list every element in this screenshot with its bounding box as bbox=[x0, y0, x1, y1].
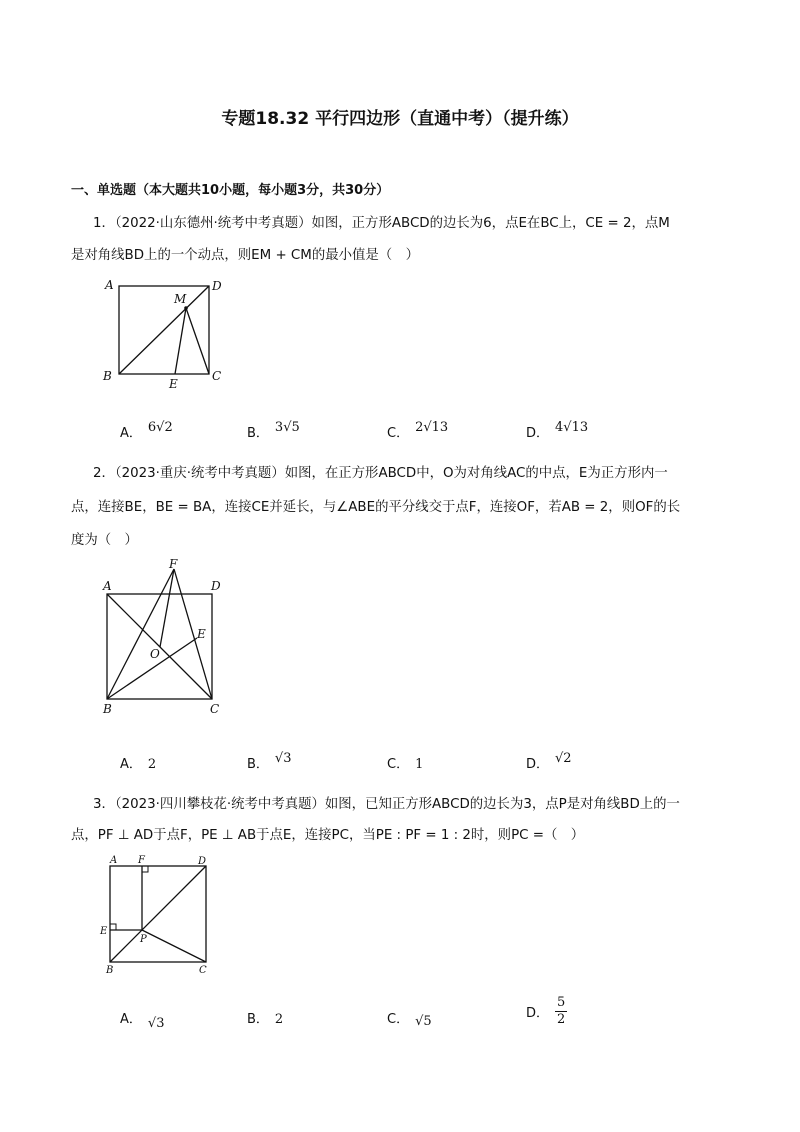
label-f: F bbox=[138, 855, 145, 866]
label-f: F bbox=[169, 557, 178, 571]
label-b: B bbox=[103, 369, 112, 383]
label-b: B bbox=[103, 702, 112, 716]
q3-option-b[interactable]: B． 2 bbox=[247, 1012, 284, 1027]
label-o: O bbox=[150, 647, 160, 661]
question-2-figure bbox=[95, 556, 235, 716]
q3-option-d[interactable]: D． $\frac{5}{2}$ bbox=[526, 995, 566, 1027]
segment-bf bbox=[107, 569, 174, 699]
label-c: C bbox=[210, 702, 220, 716]
label-m: M bbox=[174, 292, 187, 306]
q3-option-a[interactable]: A． √3 bbox=[120, 1012, 165, 1031]
question-3-line-1: 3．（2023·四川攀枝花·统考中考真题）如图，已知正方形ABCD的边长为3，点P是对角线BD上的一 bbox=[93, 797, 680, 812]
diagonal-bd bbox=[110, 866, 206, 962]
label-b: B bbox=[106, 965, 114, 976]
question-1-figure bbox=[95, 276, 235, 392]
q1-option-a[interactable]: A． 6√2 bbox=[120, 420, 173, 441]
q2-option-b[interactable]: B． √3 bbox=[247, 751, 292, 772]
segment-cm bbox=[186, 308, 209, 374]
label-a: A bbox=[105, 278, 114, 292]
label-c: C bbox=[199, 965, 207, 976]
question-2-line-3: 度为（ ） bbox=[71, 533, 138, 548]
diagonal-bd bbox=[119, 286, 209, 374]
question-3-line-2: 点，PF ⊥ AD于点F，PE ⊥ AB于点E，连接PC，当PE : PF = 1 : 2时，则PC =（ ） bbox=[71, 828, 585, 843]
label-p: P bbox=[140, 934, 147, 945]
segment-pc bbox=[142, 930, 206, 962]
q1-option-c[interactable]: C． 2√13 bbox=[387, 420, 449, 441]
label-a: A bbox=[103, 579, 112, 593]
label-e: E bbox=[100, 926, 108, 937]
q2-option-d[interactable]: D． √2 bbox=[526, 751, 572, 772]
segment-of bbox=[160, 569, 174, 647]
section-heading: 一、单选题（本大题共10小题，每小题3分，共30分） bbox=[71, 183, 390, 198]
question-1-line-2: 是对角线BD上的一个动点，则EM + CM的最小值是（ ） bbox=[71, 248, 419, 263]
point-m bbox=[184, 306, 188, 310]
fraction-five-halves: $\frac{5}{2}$ bbox=[557, 995, 566, 1027]
right-angle-e bbox=[110, 924, 116, 930]
q2-option-a[interactable]: A． 2 bbox=[120, 757, 157, 772]
question-2-line-2: 点，连接BE，BE = BA，连接CE并延长，与∠ABE的平分线交于点F，连接OF，若AB = 2，则OF的长 bbox=[71, 500, 681, 515]
page-title: 专题18.32 平行四边形（直通中考）（提升练） bbox=[221, 109, 579, 129]
label-e: E bbox=[197, 627, 206, 641]
q3-option-c[interactable]: C． √5 bbox=[387, 1012, 432, 1029]
question-2-line-1: 2．（2023·重庆·统考中考真题）如图，在正方形ABCD中，O为对角线AC的中点，E为正方形内一 bbox=[93, 466, 668, 481]
label-e: E bbox=[169, 377, 178, 391]
q1-option-d[interactable]: D． 4√13 bbox=[526, 420, 589, 441]
label-c: C bbox=[212, 369, 222, 383]
label-d: D bbox=[211, 579, 221, 593]
question-1-line-1: 1．（2022·山东德州·统考中考真题）如图，正方形ABCD的边长为6，点E在BC上，CE = 2，点M bbox=[93, 216, 670, 231]
label-a: A bbox=[110, 855, 118, 866]
question-3-figure bbox=[96, 852, 226, 978]
label-d: D bbox=[198, 856, 207, 867]
right-angle-f bbox=[142, 866, 148, 872]
q2-option-c[interactable]: C． 1 bbox=[387, 757, 424, 772]
q1-option-b[interactable]: B． 3√5 bbox=[247, 420, 300, 441]
label-d: D bbox=[212, 279, 222, 293]
